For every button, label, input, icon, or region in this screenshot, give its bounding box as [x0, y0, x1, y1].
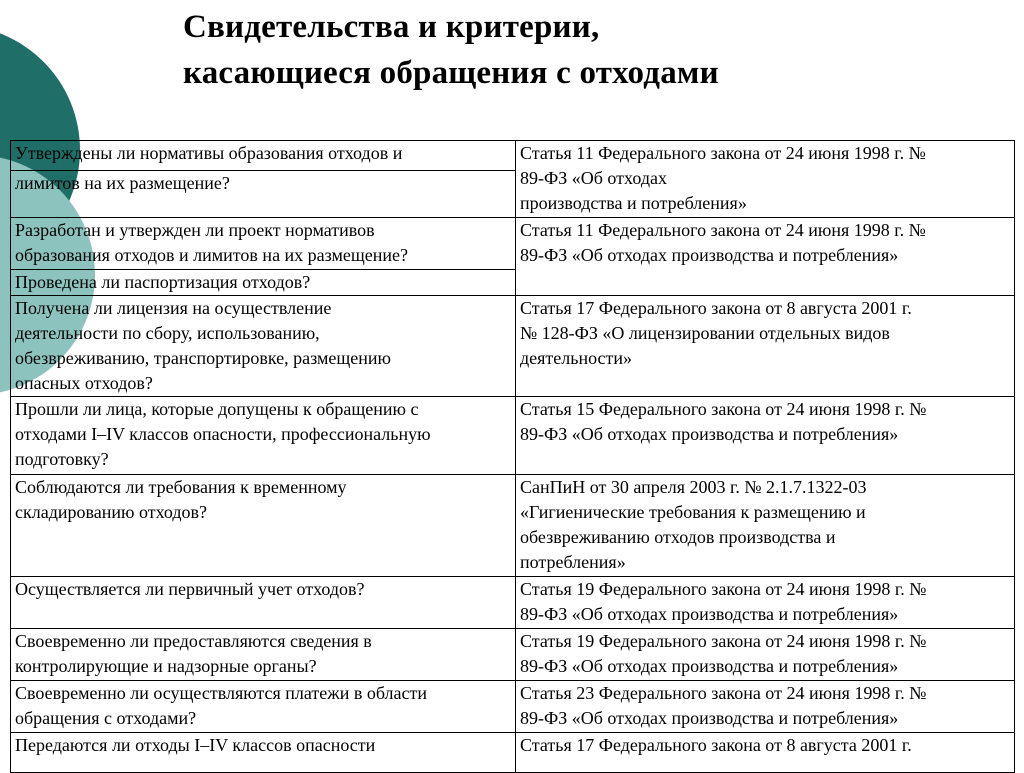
reference-cell: Статья 11 Федерального закона от 24 июня 1998 г. № 89-ФЗ «Об отходах производства и потребления»: [516, 141, 1015, 218]
question-cell: Утверждены ли нормативы образования отходов и: [11, 141, 516, 171]
reference-cell: Статья 19 Федерального закона от 24 июня 1998 г. № 89-ФЗ «Об отходах производства и потребления»: [516, 629, 1015, 681]
table-row: [11, 141, 1015, 171]
question-cell: Разработан и утвержден ли проект нормативов образования отходов и лимитов на их размещение?: [11, 218, 516, 270]
question-cell: лимитов на их размещение?: [11, 171, 516, 218]
reference-cell: Статья 23 Федерального закона от 24 июня 1998 г. № 89-ФЗ «Об отходах производства и потребления»: [516, 681, 1015, 733]
table-row: [11, 577, 1015, 629]
reference-cell: Статья 17 Федерального закона от 8 августа 2001 г.: [516, 733, 1015, 773]
question-cell: Соблюдаются ли требования к временному складированию отходов?: [11, 475, 516, 577]
table-row: [11, 681, 1015, 733]
page-title-line-2: касающиеся обращения с отходами: [183, 55, 719, 91]
question-cell: Прошли ли лица, которые допущены к обращению с отходами I–IV классов опасности, профессиональную подготовку?: [11, 397, 516, 475]
criteria-table: [10, 140, 1015, 773]
reference-cell: Статья 19 Федерального закона от 24 июня 1998 г. № 89-ФЗ «Об отходах производства и потребления»: [516, 577, 1015, 629]
reference-cell: Статья 15 Федерального закона от 24 июня 1998 г. № 89-ФЗ «Об отходах производства и потребления»: [516, 397, 1015, 475]
question-cell: Своевременно ли осуществляются платежи в области обращения с отходами?: [11, 681, 516, 733]
page-title-line-1: Свидетельства и критерии,: [183, 9, 600, 45]
table-row: [11, 296, 1015, 397]
table-row: [11, 218, 1015, 270]
question-cell: Осуществляется ли первичный учет отходов?: [11, 577, 516, 629]
question-cell: Проведена ли паспортизация отходов?: [11, 270, 516, 296]
reference-cell: СанПиН от 30 апреля 2003 г. № 2.1.7.1322-03 «Гигиенические требования к размещению и обезвреживанию отходов производства и потребления»: [516, 475, 1015, 577]
page-title: [183, 4, 1003, 96]
question-cell: Передаются ли отходы I–IV классов опасности: [11, 733, 516, 773]
reference-cell: Статья 11 Федерального закона от 24 июня 1998 г. № 89-ФЗ «Об отходах производства и потребления»: [516, 218, 1015, 296]
table-row: [11, 397, 1015, 475]
question-cell: Своевременно ли предоставляются сведения в контролирующие и надзорные органы?: [11, 629, 516, 681]
table-row: [11, 475, 1015, 577]
reference-cell: Статья 17 Федерального закона от 8 августа 2001 г. № 128-ФЗ «О лицензировании отдельных видов деятельности»: [516, 296, 1015, 397]
table-row: [11, 629, 1015, 681]
question-cell: Получена ли лицензия на осуществление деятельности по сбору, использованию, обезвреживанию, транспортировке, размещению опасных отходов?: [11, 296, 516, 397]
